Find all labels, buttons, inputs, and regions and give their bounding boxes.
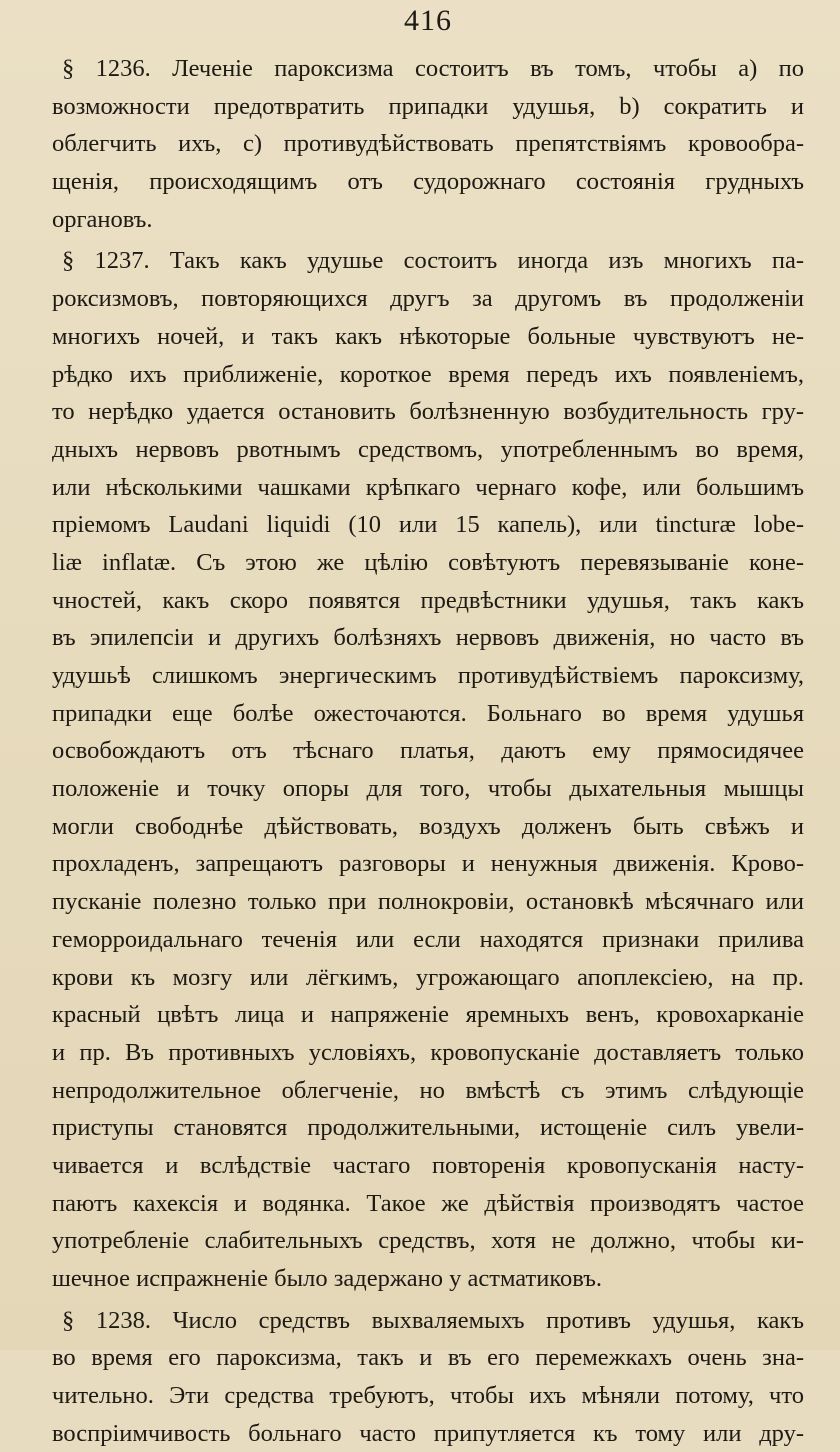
text-line: чивается и вслѣдствіе частаго повторенія кровопусканія насту- [52,1151,804,1179]
paragraph-1237 [52,242,804,1297]
text-line: § 1237. Такъ какъ удушье состоитъ иногда изъ многихъ па- [62,247,804,275]
text-line: многихъ ночей, и такъ какъ нѣкоторые больные чувствуютъ не- [52,322,804,350]
text-line: во время его пароксизма, такъ и въ его перемежкахъ очень зна- [52,1344,804,1372]
text-line: приступы становятся продолжительными, истощеніе силъ увели- [52,1114,804,1142]
text-line: возможности предотвратить припадки удушья, b) сократить и [52,92,804,120]
text-line: употребленіе слабительныхъ средствъ, хотя не должно, чтобы ки- [52,1227,804,1255]
text-line: органовъ. [52,205,153,233]
text-line: облегчить ихъ, c) противудѣйствовать препятствіямъ кровообра- [52,130,804,158]
text-line: красный цвѣтъ лица и напряженіе яремныхъ венъ, кровохарканіе [52,1001,804,1029]
text-line: прохладенъ, запрещаютъ разговоры и ненужныя движенія. Крово- [52,850,804,878]
text-line: положеніе и точку опоры для того, чтобы дыхательныя мышцы [52,775,804,803]
text-line: роксизмовъ, повторяющихся другъ за другомъ въ продолженіи [52,285,804,313]
text-line: § 1238. Число средствъ выхваляемыхъ противъ удушья, какъ [62,1306,804,1334]
text-line: чительно. Эти средства требуютъ, чтобы ихъ мѣняли потому, что [52,1382,804,1410]
text-line: въ эпилепсіи и другихъ болѣзняхъ нервовъ движенія, но часто въ [52,624,804,652]
text-line: паютъ кахексія и водянка. Такое же дѣйствія производятъ частое [52,1189,804,1217]
text-line: дныхъ нервовъ рвотнымъ средствомъ, употребленнымъ во время, [52,435,804,463]
text-line: воспріимчивость больнаго часто припутляется къ тому или дру- [52,1419,804,1447]
text-line: § 1236. Леченіе пароксизма состоитъ въ томъ, чтобы a) по [62,55,804,82]
text-line: то нерѣдко удается остановить болѣзненную возбудительность гру- [52,398,804,426]
text-line: чностей, какъ скоро появятся предвѣстники удушья, такъ какъ [52,586,804,614]
text-line: геморроидальнаго теченія или если находятся признаки прилива [52,925,804,953]
text-line: непродолжительное облегченіе, но вмѣстѣ съ этимъ слѣдующіе [52,1076,804,1104]
text-line: могли свободнѣе дѣйствовать, воздухъ долженъ быть свѣжъ и [52,812,804,840]
text-line: liæ inflatæ. Съ этою же цѣлію совѣтуютъ перевязываніе коне- [52,548,804,576]
text-line: припадки еще болѣе ожесточаются. Больнаго во время удушья [52,699,804,727]
text-line: рѣдко ихъ приближеніе, короткое время передъ ихъ появленіемъ, [52,360,804,388]
text-line: шечное испражненіе было задержано у астматиковъ. [52,1265,603,1292]
text-line: или нѣсколькими чашками крѣпкаго чернаго кофе, или большимъ [52,473,804,501]
text-line: пусканіе полезно только при полнокровіи, остановкѣ мѣсячнаго или [52,888,804,916]
paragraph-1238 [52,1302,804,1452]
text-line: освобождаютъ отъ тѣснаго платья, даютъ ему прямосидячее [52,737,804,765]
text-line: и пр. Въ противныхъ условіяхъ, кровопусканіе доставляетъ только [52,1038,804,1066]
page-number: 416 [404,4,452,37]
text-line: щенія, происходящимъ отъ судорожнаго состоянія грудныхъ [52,168,804,196]
text-line: удушьѣ слишкомъ энергическимъ противудѣйствіемъ пароксизму, [52,662,804,689]
paragraph-1236 [52,50,804,238]
text-line: пріемомъ Laudani liquidi (10 или 15 капель), или tincturæ lobe- [52,511,804,539]
text-line: крови къ мозгу или лёгкимъ, угрожающаго апоплексіею, на пр. [52,963,804,991]
